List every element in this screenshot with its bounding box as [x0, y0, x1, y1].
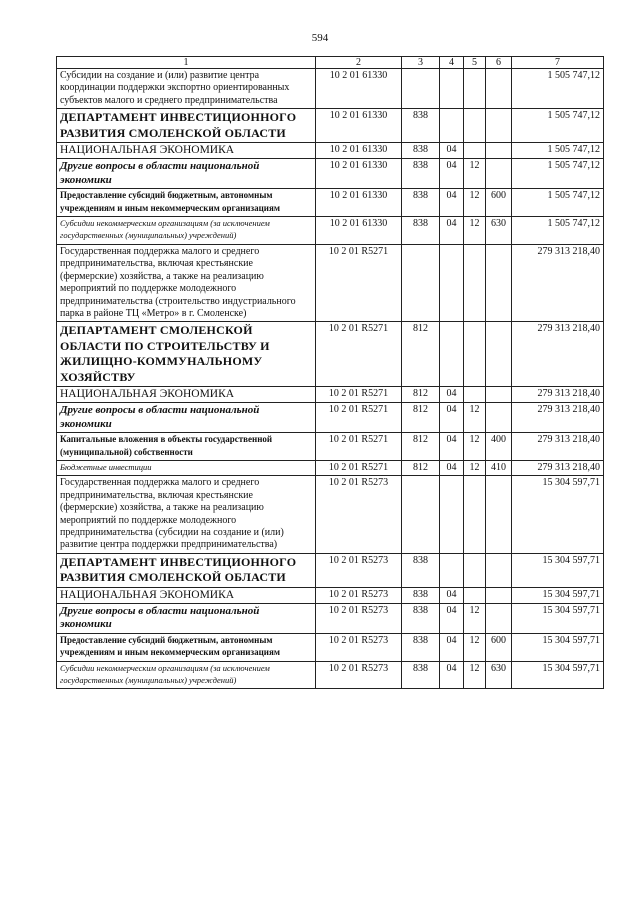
row-name-text: Другие вопросы в области национальной экономики [60, 160, 260, 186]
row-section-cell [440, 109, 464, 143]
row-section-cell: 04 [440, 159, 464, 189]
row-name-cell [57, 69, 316, 109]
row-name-text: ДЕПАРТАМЕНТ ИНВЕСТИЦИОННОГО РАЗВИТИЯ СМОЛЕНСКОЙ ОБЛАСТИ [60, 554, 297, 585]
row-type-cell [486, 109, 512, 143]
table-row [57, 661, 604, 689]
row-section-cell [440, 69, 464, 109]
row-amount-cell: 15 304 597,71 [512, 633, 604, 661]
row-name-text: Субсидии на создание и (или) развитие центра координации поддержки экспортно ориентированных субъектов малого и среднего предпринимательства [60, 70, 290, 106]
row-section-cell: 04 [440, 386, 464, 402]
row-section-cell [440, 476, 464, 553]
table-row [57, 159, 604, 189]
row-code-cell: 10 2 01 61330 [316, 109, 402, 143]
row-name-cell [57, 661, 316, 689]
row-code-cell: 10 2 01 R5273 [316, 633, 402, 661]
header-cell: 6 [486, 57, 512, 69]
row-subsection-cell [464, 322, 486, 387]
row-subsection-cell [464, 109, 486, 143]
header-cell: 2 [316, 57, 402, 69]
row-subsection-cell [464, 587, 486, 603]
table-row [57, 386, 604, 402]
row-type-cell [486, 143, 512, 159]
row-dept-cell: 838 [402, 661, 440, 689]
row-amount-cell: 1 505 747,12 [512, 143, 604, 159]
row-type-cell [486, 69, 512, 109]
row-dept-cell: 838 [402, 143, 440, 159]
row-amount-cell: 15 304 597,71 [512, 604, 604, 634]
row-name-cell [57, 633, 316, 661]
row-name-text: Предоставление субсидий бюджетным, автономным учреждениям и иным некоммерческим организациям [60, 190, 280, 213]
row-type-cell [486, 587, 512, 603]
row-type-cell [486, 322, 512, 387]
header-cell: 7 [512, 57, 604, 69]
row-name-cell [57, 553, 316, 587]
row-type-cell: 600 [486, 189, 512, 217]
row-name-text: ДЕПАРТАМЕНТ СМОЛЕНСКОЙ ОБЛАСТИ ПО СТРОИТЕЛЬСТВУ И ЖИЛИЩНО-КОММУНАЛЬНОМУ ХОЗЯЙСТВУ [60, 323, 270, 384]
budget-table [56, 56, 604, 689]
row-subsection-cell [464, 244, 486, 321]
table-row [57, 109, 604, 143]
row-section-cell: 04 [440, 661, 464, 689]
table-row [57, 553, 604, 587]
row-dept-cell: 812 [402, 386, 440, 402]
row-amount-cell: 1 505 747,12 [512, 69, 604, 109]
row-dept-cell: 838 [402, 604, 440, 634]
header-cell: 5 [464, 57, 486, 69]
row-name-text: Предоставление субсидий бюджетным, автономным учреждениям и иным некоммерческим организациям [60, 634, 280, 658]
row-code-cell: 10 2 01 R5273 [316, 587, 402, 603]
row-name-cell [57, 386, 316, 402]
row-code-cell: 10 2 01 R5271 [316, 244, 402, 321]
row-subsection-cell: 12 [464, 460, 486, 475]
table-row [57, 460, 604, 475]
row-name-cell [57, 159, 316, 189]
row-name-text: Субсидии некоммерческим организациям (за исключением государственных (муниципальных) учреждений) [60, 218, 270, 241]
row-amount-cell: 279 313 218,40 [512, 322, 604, 387]
row-section-cell [440, 553, 464, 587]
row-amount-cell: 15 304 597,71 [512, 587, 604, 603]
row-name-text: НАЦИОНАЛЬНАЯ ЭКОНОМИКА [60, 387, 235, 400]
row-name-cell [57, 433, 316, 461]
page-number: 594 [311, 32, 329, 44]
row-code-cell: 10 2 01 R5271 [316, 403, 402, 433]
row-subsection-cell: 12 [464, 403, 486, 433]
row-subsection-cell [464, 143, 486, 159]
row-subsection-cell [464, 69, 486, 109]
row-name-text: Субсидии некоммерческим организациям (за исключением государственных (муниципальных) учреждений) [60, 662, 270, 686]
row-section-cell: 04 [440, 587, 464, 603]
row-type-cell: 400 [486, 433, 512, 461]
row-dept-cell: 838 [402, 159, 440, 189]
row-dept-cell: 838 [402, 189, 440, 217]
row-subsection-cell: 12 [464, 217, 486, 245]
row-subsection-cell: 12 [464, 433, 486, 461]
row-name-cell [57, 460, 316, 475]
row-amount-cell: 279 313 218,40 [512, 386, 604, 402]
table-row [57, 433, 604, 461]
row-type-cell: 410 [486, 460, 512, 475]
row-type-cell: 600 [486, 633, 512, 661]
table-row [57, 217, 604, 245]
row-section-cell: 04 [440, 460, 464, 475]
row-subsection-cell [464, 553, 486, 587]
row-subsection-cell: 12 [464, 604, 486, 634]
row-dept-cell: 838 [402, 553, 440, 587]
row-section-cell: 04 [440, 433, 464, 461]
row-name-cell [57, 322, 316, 387]
table-row [57, 69, 604, 109]
row-code-cell: 10 2 01 R5271 [316, 322, 402, 387]
row-section-cell: 04 [440, 403, 464, 433]
table-row [57, 633, 604, 661]
row-type-cell [486, 403, 512, 433]
row-dept-cell: 838 [402, 587, 440, 603]
row-name-text: НАЦИОНАЛЬНАЯ ЭКОНОМИКА [60, 588, 235, 601]
row-name-text: Другие вопросы в области национальной экономики [60, 404, 260, 430]
row-dept-cell [402, 476, 440, 553]
table-row [57, 587, 604, 603]
row-name-cell [57, 109, 316, 143]
row-subsection-cell: 12 [464, 661, 486, 689]
row-type-cell: 630 [486, 661, 512, 689]
row-name-cell [57, 587, 316, 603]
row-amount-cell: 279 313 218,40 [512, 244, 604, 321]
row-amount-cell: 279 313 218,40 [512, 433, 604, 461]
row-type-cell [486, 604, 512, 634]
row-type-cell: 630 [486, 217, 512, 245]
row-name-text: Государственная поддержка малого и среднего предпринимательства, включая крестьянские (фермерские) хозяйства, а также на реализацию мероприятий по поддержке молодежного предпринимательства (строительство индустриального парка в районе ТЦ «Метро» в г. Смоленске) [60, 245, 296, 319]
row-amount-cell: 1 505 747,12 [512, 109, 604, 143]
row-name-cell [57, 244, 316, 321]
row-dept-cell: 838 [402, 633, 440, 661]
row-type-cell [486, 386, 512, 402]
row-code-cell: 10 2 01 61330 [316, 69, 402, 109]
row-code-cell: 10 2 01 R5271 [316, 386, 402, 402]
row-code-cell: 10 2 01 61330 [316, 159, 402, 189]
row-amount-cell: 15 304 597,71 [512, 661, 604, 689]
row-type-cell [486, 244, 512, 321]
row-dept-cell: 838 [402, 217, 440, 245]
row-dept-cell: 812 [402, 433, 440, 461]
row-code-cell: 10 2 01 R5273 [316, 476, 402, 553]
row-name-text: Капитальные вложения в объекты государственной (муниципальной) собственности [60, 434, 273, 457]
table-header-row [57, 57, 604, 69]
row-dept-cell: 812 [402, 403, 440, 433]
row-name-cell [57, 143, 316, 159]
table-row [57, 143, 604, 159]
header-cell: 4 [440, 57, 464, 69]
row-code-cell: 10 2 01 61330 [316, 217, 402, 245]
row-name-cell [57, 403, 316, 433]
row-section-cell: 04 [440, 189, 464, 217]
row-code-cell: 10 2 01 R5273 [316, 604, 402, 634]
row-subsection-cell [464, 476, 486, 553]
row-name-text: Государственная поддержка малого и среднего предпринимательства, включая крестьянские (фермерские) хозяйства, а также на реализацию мероприятий по поддержке молодежного предпринимательства (субсидии на создание и (или) развитие центра поддержки предпринимательства) [60, 477, 284, 551]
row-name-text: ДЕПАРТАМЕНТ ИНВЕСТИЦИОННОГО РАЗВИТИЯ СМОЛЕНСКОЙ ОБЛАСТИ [60, 110, 297, 140]
row-section-cell: 04 [440, 604, 464, 634]
row-code-cell: 10 2 01 R5271 [316, 460, 402, 475]
row-subsection-cell: 12 [464, 159, 486, 189]
row-name-cell [57, 189, 316, 217]
table-row [57, 476, 604, 553]
row-name-text: Другие вопросы в области национальной экономики [60, 605, 260, 631]
row-code-cell: 10 2 01 R5273 [316, 553, 402, 587]
row-subsection-cell: 12 [464, 633, 486, 661]
row-name-cell [57, 217, 316, 245]
row-dept-cell: 812 [402, 460, 440, 475]
row-amount-cell: 279 313 218,40 [512, 460, 604, 475]
row-type-cell [486, 476, 512, 553]
row-amount-cell: 279 313 218,40 [512, 403, 604, 433]
row-section-cell [440, 244, 464, 321]
table-row [57, 604, 604, 634]
row-subsection-cell: 12 [464, 189, 486, 217]
row-name-cell [57, 476, 316, 553]
row-section-cell [440, 322, 464, 387]
row-type-cell [486, 159, 512, 189]
row-amount-cell: 15 304 597,71 [512, 553, 604, 587]
row-section-cell: 04 [440, 217, 464, 245]
table-row [57, 244, 604, 321]
row-section-cell: 04 [440, 633, 464, 661]
row-code-cell: 10 2 01 R5271 [316, 433, 402, 461]
row-section-cell: 04 [440, 143, 464, 159]
table-row [57, 189, 604, 217]
row-dept-cell: 838 [402, 109, 440, 143]
row-type-cell [486, 553, 512, 587]
table-row [57, 322, 604, 387]
table-row [57, 403, 604, 433]
row-amount-cell: 1 505 747,12 [512, 189, 604, 217]
row-name-cell [57, 604, 316, 634]
row-dept-cell [402, 69, 440, 109]
row-name-text: Бюджетные инвестиции [60, 461, 152, 472]
row-name-text: НАЦИОНАЛЬНАЯ ЭКОНОМИКА [60, 144, 235, 157]
row-amount-cell: 1 505 747,12 [512, 217, 604, 245]
row-dept-cell: 812 [402, 322, 440, 387]
row-code-cell: 10 2 01 61330 [316, 143, 402, 159]
header-cell: 3 [402, 57, 440, 69]
row-subsection-cell [464, 386, 486, 402]
row-amount-cell: 1 505 747,12 [512, 159, 604, 189]
row-code-cell: 10 2 01 61330 [316, 189, 402, 217]
header-cell: 1 [57, 57, 316, 69]
row-dept-cell [402, 244, 440, 321]
row-code-cell: 10 2 01 R5273 [316, 661, 402, 689]
row-amount-cell: 15 304 597,71 [512, 476, 604, 553]
